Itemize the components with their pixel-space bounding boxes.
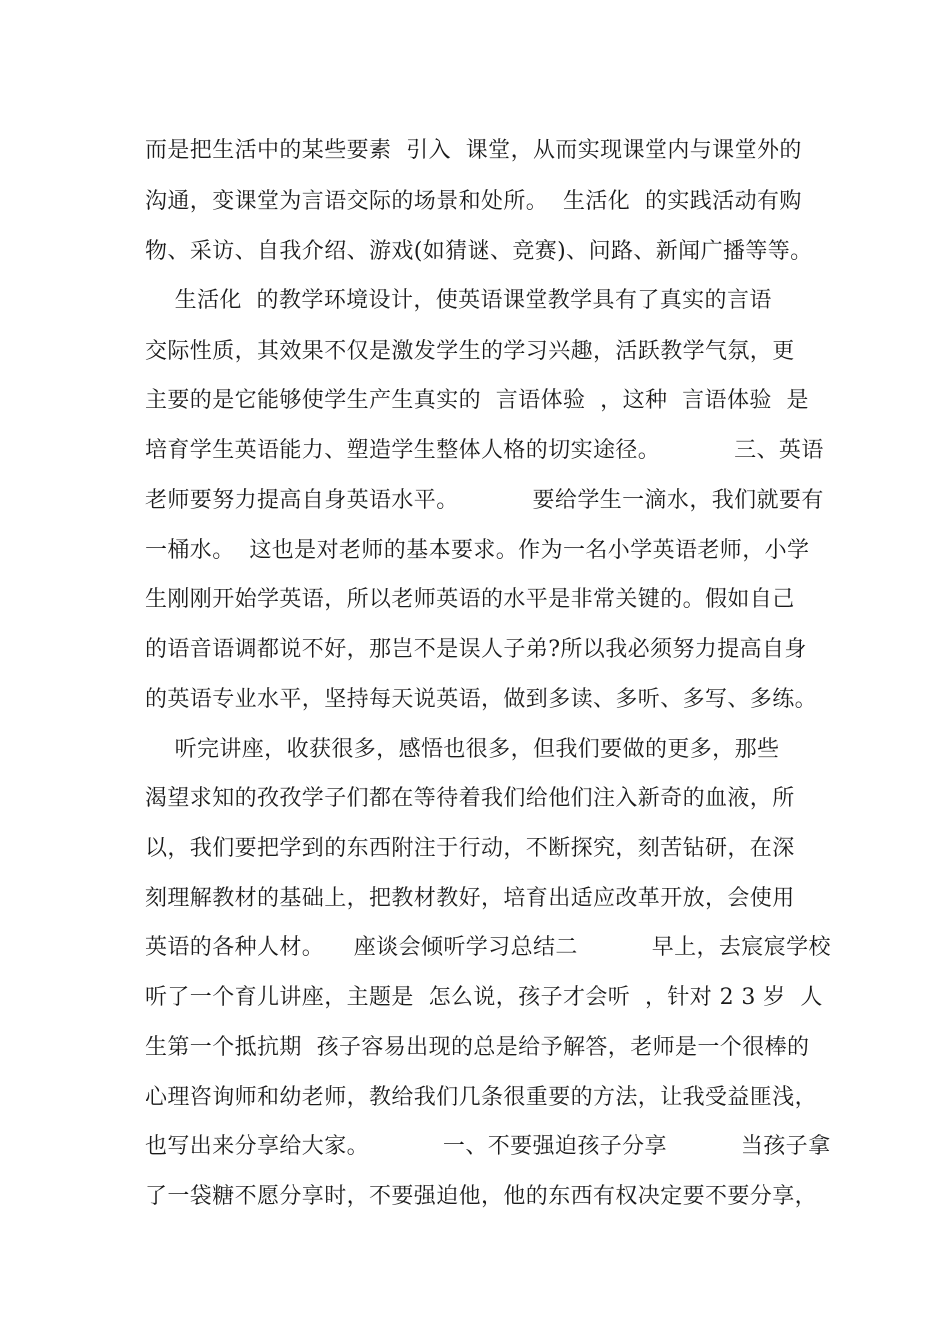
text-line-22: 了一袋糖不愿分享时，不要强迫他，他的东西有权决定要不要分享， (145, 1184, 818, 1209)
text-line-8: 老师要努力提高自身英语水平。 要给学生一滴水，我们就要有 (145, 488, 824, 513)
text-line-5: 交际性质，其效果不仅是激发学生的学习兴趣，活跃教学气氛，更 (145, 339, 795, 364)
text-line-17: 英语的各种人材。 座谈会倾听学习总结二 早上，去宸宸学校 (145, 935, 831, 960)
text-line-4: 生活化 的教学环境设计，使英语课堂教学具有了真实的言语 (145, 288, 772, 313)
text-line-21: 也写出来分享给大家。 一、不要强迫孩子分享 当孩子拿 (145, 1134, 831, 1159)
text-line-15: 以，我们要把学到的东西附注于行动，不断探究，刻苦钻研，在深 (145, 836, 795, 861)
text-line-16: 刻理解教材的基础上，把教材教好，培育出适应改革开放，会使用 (145, 886, 795, 911)
text-line-2: 沟通，变课堂为言语交际的场景和处所。 生活化 的实践活动有购 (145, 189, 802, 214)
text-line-12: 的英语专业水平，坚持每天说英语，做到多读、多听、多写、多练。 (145, 687, 818, 712)
text-line-11: 的语音语调都说不好，那岂不是误人子弟?所以我必须努力提高自身 (145, 637, 807, 662)
text-line-14: 渴望求知的孜孜学子们都在等待着我们给他们注入新奇的血液，所 (145, 786, 795, 811)
text-line-20: 心理咨询师和幼老师，教给我们几条很重要的方法，让我受益匪浅， (145, 1085, 818, 1110)
text-line-19: 生第一个抵抗期 孩子容易出现的总是给予解答，老师是一个很棒的 (145, 1035, 810, 1060)
text-line-18: 听了一个育儿讲座，主题是 怎么说，孩子才会听 ，针对 2 3 岁 人 (145, 985, 823, 1010)
text-line-1: 而是把生活中的某些要素 引入 课堂，从而实现课堂内与课堂外的 (145, 138, 802, 163)
text-line-10: 生刚刚开始学英语，所以老师英语的水平是非常关键的。假如自己 (145, 587, 795, 612)
text-line-6: 主要的是它能够使学生产生真实的 言语体验 ，这种 言语体验 是 (145, 388, 809, 413)
text-line-13: 听完讲座，收获很多，感悟也很多，但我们要做的更多，那些 (145, 737, 780, 762)
text-line-3: 物、采访、自我介绍、游戏(如猜谜、竞赛)、问路、新闻广播等等。 (145, 239, 813, 264)
text-line-7: 培育学生英语能力、塑造学生整体人格的切实途径。 三、英语 (145, 438, 824, 463)
text-line-9: 一桶水。 这也是对老师的基本要求。作为一名小学英语老师，小学 (145, 538, 810, 563)
